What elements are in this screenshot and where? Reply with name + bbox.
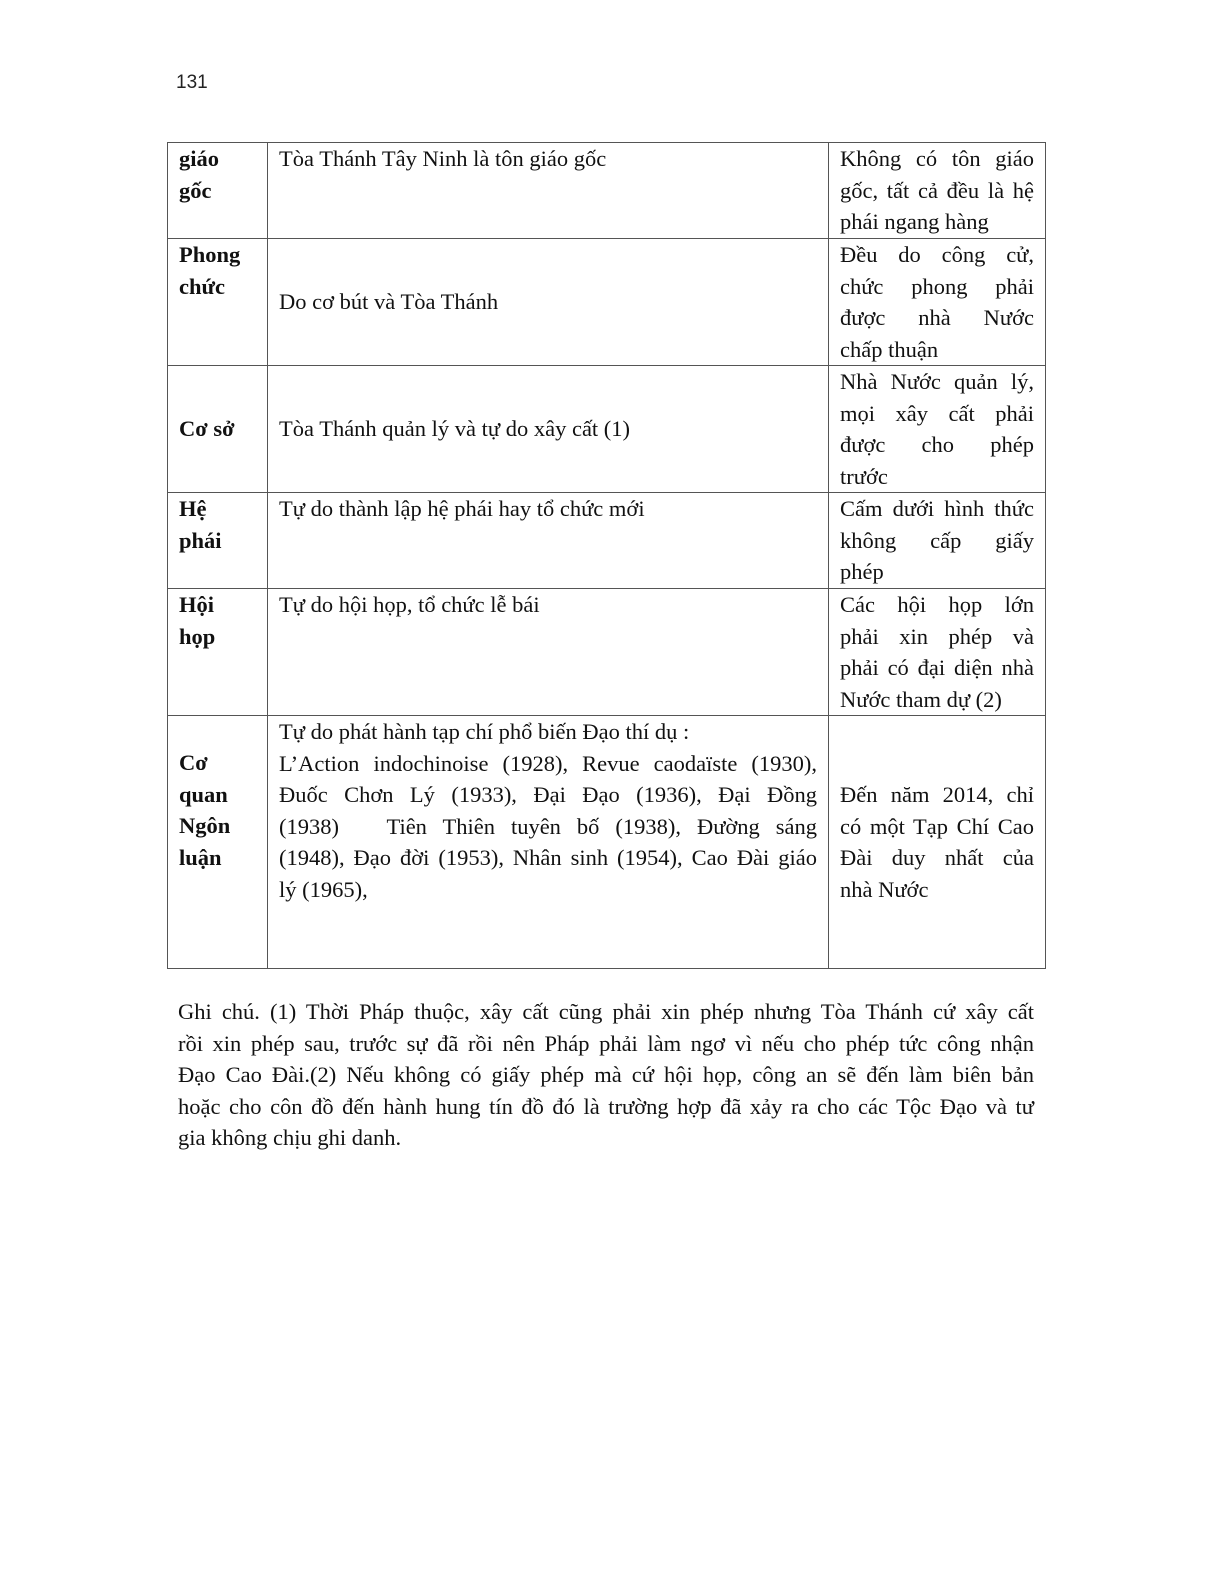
cell-line: Không có tôn giáo — [840, 146, 1034, 171]
note-line: hoặc cho côn đồ đến hành hung tín đồ đó là trường hợp đã xảy ra cho các Tộc Đạo và tư — [178, 1093, 1034, 1119]
cell-line: gốc, tất cả đều là hệ — [840, 177, 1034, 203]
cell-line: trước — [840, 463, 888, 489]
row-label-line: Phong — [179, 242, 241, 267]
state-now-cell — [829, 239, 1046, 366]
cell-line: (1938) Tiên Thiên tuyên bố (1938), Đường sáng — [279, 813, 817, 839]
cell-line: lý (1965), — [279, 876, 368, 902]
cell-line: phải xin phép và — [840, 623, 1034, 649]
row-label-cell — [168, 716, 268, 969]
table-row — [168, 143, 1046, 239]
cell-line: nhà Nước — [840, 876, 929, 902]
note-line: Ghi chú. (1) Thời Pháp thuộc, xây cất cũng phải xin phép nhưng Tòa Thánh cứ xây cất — [178, 999, 1034, 1024]
table-row — [168, 366, 1046, 493]
row-label-line: giáo — [179, 146, 220, 171]
row-label-line: gốc — [179, 177, 212, 203]
cell-line: không cấp giấy — [840, 527, 1034, 553]
state-before-cell — [268, 143, 829, 239]
cell-line: Do cơ bút và Tòa Thánh — [279, 289, 499, 315]
note-line: gia không chịu ghi danh. — [178, 1125, 402, 1150]
cell-line: Tự do thành lập hệ phái hay tổ chức mới — [279, 496, 645, 521]
cell-line: Cấm dưới hình thức — [840, 496, 1034, 521]
row-label-line: Ngôn — [179, 813, 231, 838]
cell-line: Tòa Thánh quản lý và tự do xây cất (1) — [279, 416, 631, 442]
cell-line: Đuốc Chơn Lý (1933), Đại Đạo (1936), Đại Đồng — [279, 782, 817, 807]
cell-line: chức phong phải — [840, 273, 1034, 299]
state-before-cell — [268, 366, 829, 493]
state-now-cell — [829, 366, 1046, 493]
row-label-cell — [168, 589, 268, 716]
cell-line: Tự do hội họp, tổ chức lễ bái — [279, 592, 540, 617]
row-label-cell — [168, 493, 268, 589]
row-label-line: Hội — [179, 592, 215, 617]
row-label-cell — [168, 143, 268, 239]
note-line: Đạo Cao Đài.(2) Nếu không có giấy phép mà cứ hội họp, công an sẽ đến làm biên bản — [178, 1062, 1034, 1087]
state-now-cell — [829, 493, 1046, 589]
cell-line: được cho phép — [840, 432, 1034, 457]
table-row — [168, 589, 1046, 716]
page-number: 131 — [176, 72, 208, 93]
cell-line: Các hội họp lớn — [840, 592, 1034, 617]
cell-line: phải có đại diện nhà — [840, 655, 1034, 680]
cell-line: Đến năm 2014, chỉ — [840, 782, 1034, 807]
table-row — [168, 493, 1046, 589]
row-label-cell — [168, 239, 268, 366]
comparison-table — [167, 142, 1046, 969]
footnote-paragraph — [178, 996, 1034, 1154]
state-before-cell — [268, 493, 829, 589]
row-label-cell — [168, 366, 268, 493]
cell-line: mọi xây cất phải — [840, 400, 1034, 426]
row-label-line: Cơ sở — [179, 416, 235, 442]
row-label-line: họp — [179, 623, 216, 649]
cell-line: Nhà Nước quản lý, — [840, 369, 1034, 394]
cell-line: phép — [840, 559, 884, 584]
state-now-cell — [829, 589, 1046, 716]
cell-line: (1948), Đạo đời (1953), Nhân sinh (1954), Cao Đài giáo — [279, 845, 817, 870]
state-before-cell — [268, 239, 829, 366]
row-label-line: chức — [179, 273, 225, 299]
row-label-line: quan — [179, 781, 228, 807]
note-line: rồi xin phép sau, trước sự đã rồi nên Pháp phải làm ngơ vì nếu cho phép tức công nhận — [178, 1030, 1034, 1056]
row-label-line: phái — [179, 527, 222, 553]
cell-line: phái ngang hàng — [840, 209, 989, 234]
cell-line: L’Action indochinoise (1928), Revue caodaïste (1930), — [279, 750, 817, 776]
cell-line: được nhà Nước — [840, 305, 1034, 330]
cell-line: Tòa Thánh Tây Ninh là tôn giáo gốc — [279, 146, 607, 171]
state-before-cell — [268, 589, 829, 716]
row-label-line: luận — [179, 844, 222, 870]
state-before-cell — [268, 716, 829, 969]
cell-line: có một Tạp Chí Cao — [840, 813, 1034, 839]
row-label-line: Cơ — [179, 750, 208, 775]
cell-line: Đài duy nhất của — [840, 845, 1034, 870]
row-label-line: Hệ — [179, 496, 207, 521]
cell-line: Nước tham dự (2) — [840, 686, 1002, 712]
state-now-cell — [829, 716, 1046, 969]
table-row — [168, 239, 1046, 366]
state-now-cell — [829, 143, 1046, 239]
cell-line: Đều do công cử, — [840, 242, 1034, 267]
cell-line: chấp thuận — [840, 336, 939, 362]
cell-line: Tự do phát hành tạp chí phổ biến Đạo thí dụ : — [279, 719, 690, 744]
table-row — [168, 716, 1046, 969]
